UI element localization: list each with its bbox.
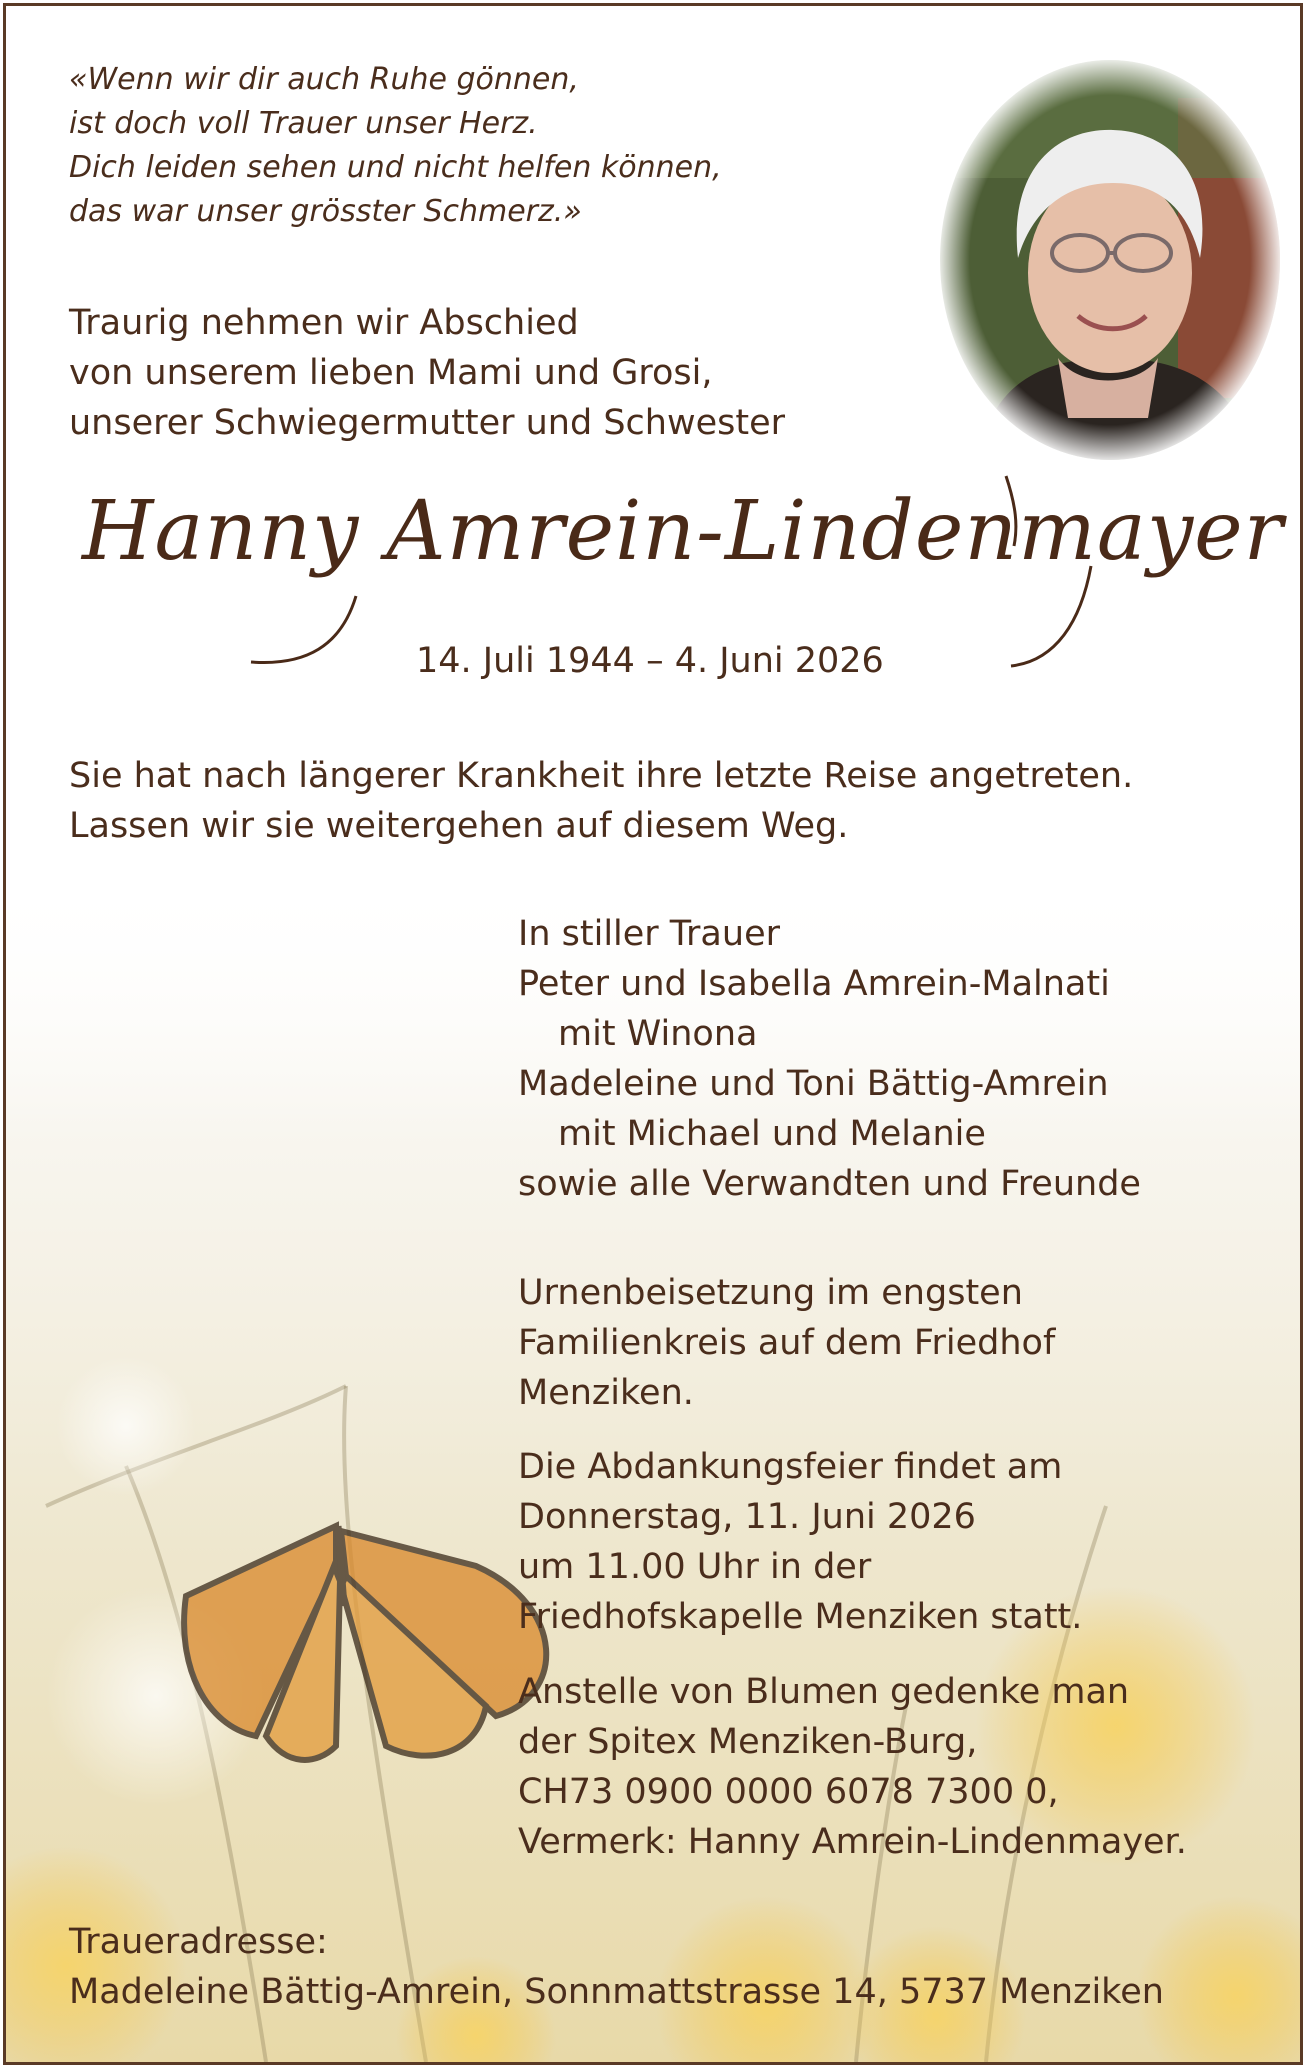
service-line: Friedhofskapelle Menziken statt. [518, 1597, 1083, 1637]
intro-text [69, 298, 785, 448]
burial-line: Urnenbeisetzung im engsten [518, 1273, 1023, 1313]
quote-line: Dich leiden sehen und nicht helfen können, [69, 150, 722, 185]
service-line: Die Abdankungsfeier findet am [518, 1447, 1063, 1487]
farewell-message [69, 751, 1133, 851]
intro-line: unserer Schwiegermutter und Schwester [69, 403, 786, 443]
obituary-card [3, 3, 1303, 2065]
mourners-line: sowie alle Verwandten und Freunde [518, 1164, 1141, 1204]
service-notice [518, 1442, 1082, 1642]
burial-line: Familienkreis auf dem Friedhof [518, 1323, 1056, 1363]
donation-line: Anstelle von Blumen gedenke man [518, 1672, 1130, 1712]
service-line: um 11.00 Uhr in der [518, 1547, 872, 1587]
portrait-photo [938, 58, 1283, 463]
mourners-list [518, 909, 1141, 1209]
donation-line: der Spitex Menziken-Burg, [518, 1722, 978, 1762]
mourners-line: Madeleine und Toni Bättig-Amrein [518, 1064, 1109, 1104]
quote-text [69, 58, 722, 234]
message-line: Sie hat nach längerer Krankheit ihre letzte Reise angetreten. [69, 756, 1134, 796]
deceased-name: Hanny Amrein-Lindenmayer [82, 484, 1284, 579]
mourners-line: mit Michael und Melanie [558, 1114, 986, 1154]
message-line: Lassen wir sie weitergehen auf diesem Weg. [69, 806, 849, 846]
intro-line: Traurig nehmen wir Abschied [69, 303, 579, 343]
address-value: Madeleine Bättig-Amrein, Sonnmattstrasse 14, 5737 Menziken [69, 1972, 1164, 2012]
quote-line: das war unser grösster Schmerz.» [69, 194, 582, 229]
donation-line: Vermerk: Hanny Amrein-Lindenmayer. [518, 1822, 1187, 1862]
life-dates: 14. Juli 1944 – 4. Juni 2026 [416, 641, 884, 681]
mourning-address [69, 1917, 1164, 2017]
quote-line: «Wenn wir dir auch Ruhe gönnen, [69, 62, 579, 97]
donation-iban: CH73 0900 0000 6078 7300 0, [518, 1772, 1059, 1812]
address-label: Traueradresse: [69, 1922, 328, 1962]
donation-notice [518, 1667, 1187, 1867]
mourners-line: Peter und Isabella Amrein-Malnati [518, 964, 1110, 1004]
mourners-line: mit Winona [558, 1014, 758, 1054]
burial-notice [518, 1268, 1055, 1418]
quote-line: ist doch voll Trauer unser Herz. [69, 106, 538, 141]
intro-line: von unserem lieben Mami und Grosi, [69, 353, 713, 393]
burial-line: Menziken. [518, 1373, 694, 1413]
mourners-line: In stiller Trauer [518, 914, 780, 954]
service-line: Donnerstag, 11. Juni 2026 [518, 1497, 976, 1537]
